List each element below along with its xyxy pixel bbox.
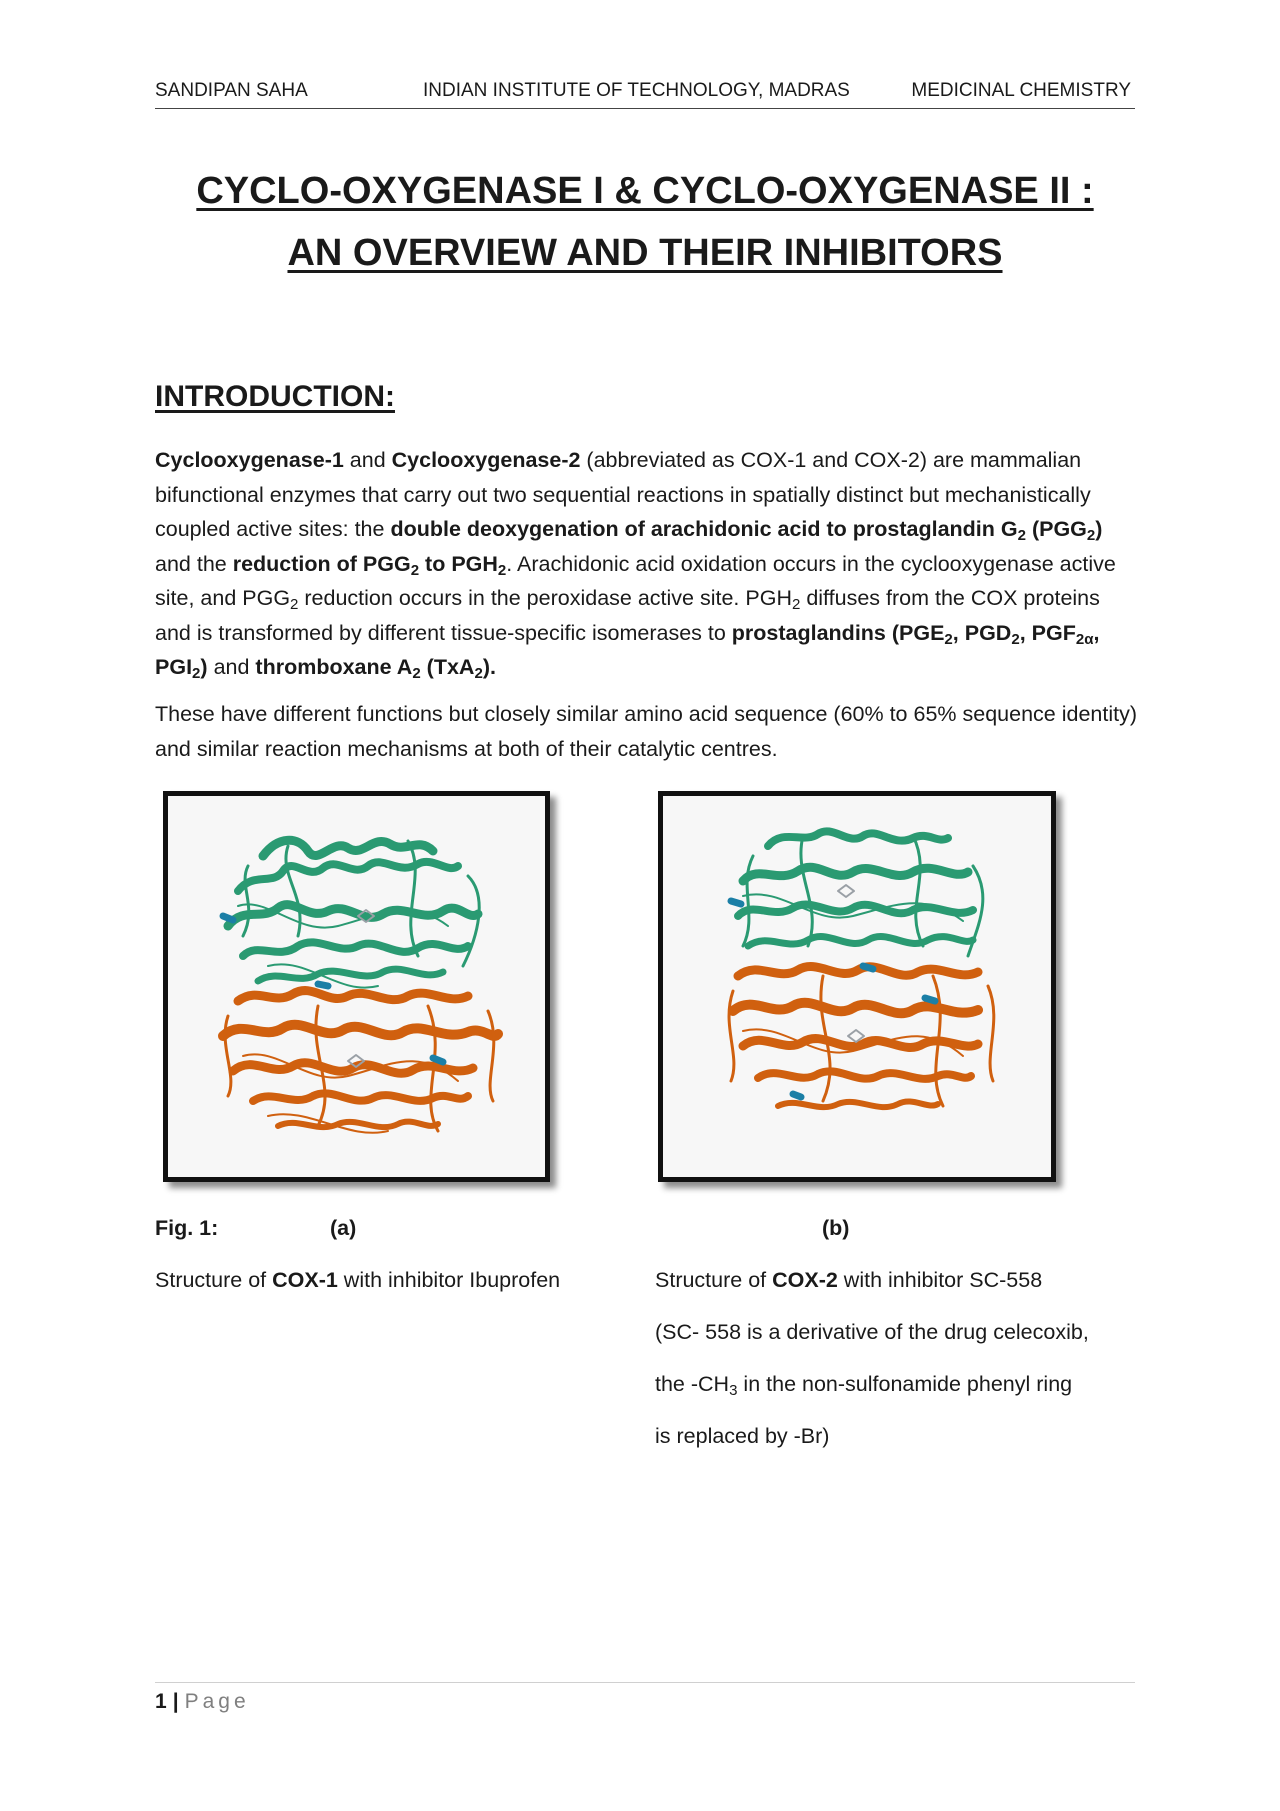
introduction-paragraph-2: These have different functions but closely similar amino acid sequence (60% to 65% sequence identity) and similar reaction mechanisms at both of their catalytic centres. (155, 702, 1137, 761)
text-run: ). (482, 655, 496, 679)
figure-label: Fig. 1: (155, 1216, 219, 1240)
introduction-paragraph-1 (155, 443, 1140, 685)
text-run: to PGH (419, 551, 498, 576)
text-run: , PGD (952, 620, 1012, 645)
caption-text: Structure of (655, 1268, 773, 1292)
subscript: 2 (1011, 630, 1020, 648)
text-run: , PGI (155, 620, 1100, 679)
subscript: 2 (410, 561, 420, 579)
figure-b-label: (b) (822, 1216, 850, 1240)
section-heading-introduction: INTRODUCTION: (155, 380, 395, 413)
text-run: ) (1095, 517, 1103, 541)
caption-bold-term: COX-2 (772, 1268, 838, 1292)
figure-b-caption-line-4: is replaced by -Br) (655, 1424, 830, 1448)
caption-text: Structure of (155, 1268, 273, 1292)
text-run: ) (200, 655, 208, 679)
subscript: 2α (1075, 630, 1094, 648)
orange-subunit (223, 991, 498, 1133)
text-run: and (343, 448, 392, 472)
green-subunit (228, 840, 479, 987)
protein-ribbon-illustration (663, 796, 1051, 1177)
caption-text: in the non-sulfonamide phenyl ring (737, 1372, 1073, 1396)
title-line-1: CYCLO-OXYGENASE I & CYCLO-OXYGENASE II : (196, 170, 1094, 212)
term-cox1: Cyclooxygenase-1 (155, 448, 344, 472)
text-run: . Arachidonic acid oxidation occurs in the cyclooxygenase active site, and PGG (155, 551, 1116, 610)
header-subject: MEDICINAL CHEMISTRY (911, 80, 1131, 101)
page-separator: | (172, 1690, 179, 1713)
text-run: diffuses from the COX proteins and is transformed by different tissue-specific isomerases to (155, 586, 1100, 645)
page-word: Page (184, 1690, 250, 1713)
text-run: thromboxane A (255, 655, 413, 679)
subscript: 2 (1086, 526, 1096, 544)
text-run: reduction of PGG (232, 551, 411, 576)
caption-text: with inhibitor SC-558 (837, 1268, 1043, 1292)
subscript: 2 (497, 561, 507, 579)
green-subunit (738, 831, 983, 956)
page-header (155, 80, 1135, 109)
subscript: 2 (290, 595, 299, 613)
figure-cox2-structure-image (658, 791, 1056, 1182)
text-run: , PGF (1019, 620, 1076, 645)
term-cox2: Cyclooxygenase-2 (391, 448, 581, 472)
text-bold-run (255, 655, 496, 682)
subscript: 2 (944, 630, 953, 648)
subscript: 2 (412, 664, 421, 682)
header-institute: INDIAN INSTITUTE OF TECHNOLOGY, MADRAS (423, 80, 850, 101)
figure-cox1-structure-image (163, 791, 550, 1182)
footer-divider (155, 1682, 1135, 1683)
document-title (150, 160, 1140, 284)
text-run: reduction occurs in the peroxidase active site. PGH (298, 586, 792, 610)
text-run: prostaglandins (PGE (731, 620, 945, 645)
protein-ribbon-illustration (168, 796, 545, 1177)
page-number-footer (155, 1690, 250, 1714)
page-number: 1 (155, 1690, 167, 1713)
caption-bold-term: COX-1 (272, 1268, 338, 1292)
figure-b-caption-line-3 (655, 1372, 1072, 1397)
text-run: and (207, 655, 256, 679)
subscript: 2 (791, 595, 801, 613)
subscript: 2 (192, 664, 201, 682)
header-author: SANDIPAN SAHA (155, 80, 308, 101)
subscript: 2 (474, 664, 483, 682)
subscript: 3 (729, 1381, 738, 1399)
caption-text: the -CH (655, 1372, 730, 1396)
text-run: double deoxygenation of arachidonic acid to prostaglandin G (390, 517, 1018, 541)
caption-text: with inhibitor Ibuprofen (337, 1268, 561, 1292)
text-run: (abbreviated as COX-1 and COX-2) are mammalian bifunctional enzymes that carry out two sequential reactions in spatially distinct but mechanistically coupled active sites: the (155, 448, 1091, 541)
figure-b-caption (655, 1268, 1042, 1293)
text-run: (TxA (420, 655, 475, 679)
text-bold-run (390, 517, 1103, 544)
text-bold-run (232, 551, 507, 579)
text-run: and the (155, 551, 233, 576)
figure-b-caption-line-2: (SC- 558 is a derivative of the drug celecoxib, (655, 1320, 1089, 1344)
text-run: (PGG (1025, 517, 1087, 541)
subscript: 2 (1017, 526, 1026, 544)
figure-a-label: (a) (330, 1216, 357, 1240)
figure-a-caption (155, 1268, 560, 1293)
title-line-2: AN OVERVIEW AND THEIR INHIBITORS (287, 232, 1003, 274)
ligand-markers (223, 916, 443, 1062)
